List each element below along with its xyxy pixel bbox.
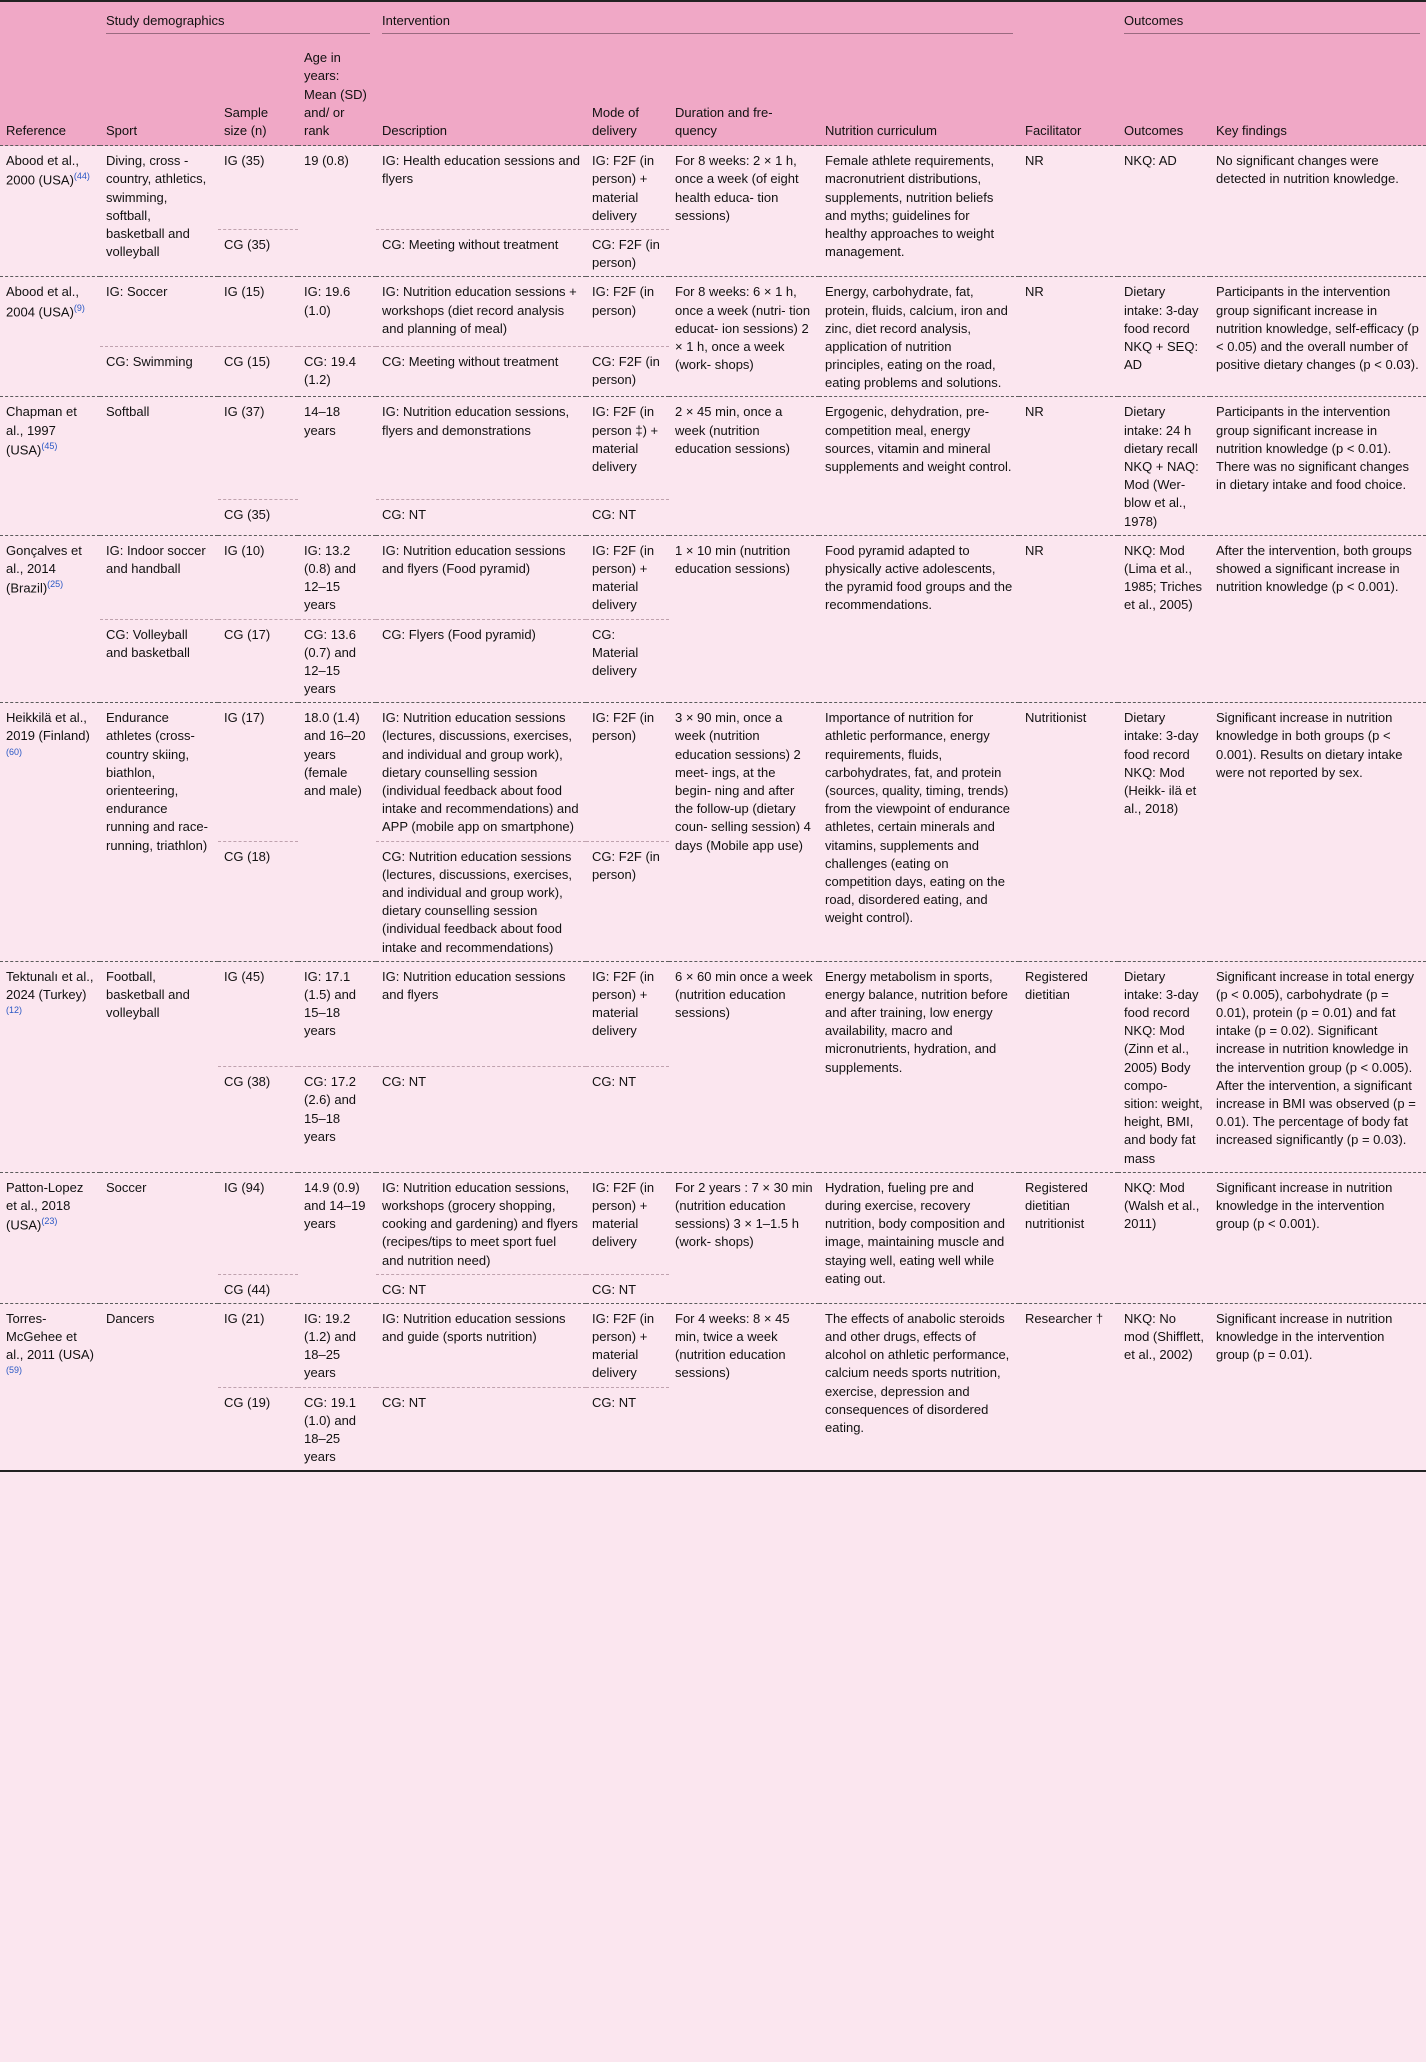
reference-text: Chapman et al., 1997 (USA) <box>6 404 77 458</box>
mode-cell: IG: F2F (in person) + material delivery <box>586 535 669 619</box>
age-cell: IG: 19.6 (1.0) <box>298 277 376 347</box>
header-blank <box>0 1 100 37</box>
outcomes-cell: NKQ: AD <box>1118 146 1210 277</box>
outcomes-cell: NKQ: Mod (Lima et al., 1985; Triches et al., 2005) <box>1118 535 1210 703</box>
age-cell-cg: CG: 19.4 (1.2) <box>298 347 376 397</box>
sample-size-cell-cg: CG (35) <box>218 500 298 536</box>
citation-link[interactable]: (23) <box>41 1216 58 1227</box>
col-sport: Sport <box>100 37 218 146</box>
citation-link[interactable]: (12) <box>6 1005 23 1016</box>
facilitator-cell: NR <box>1019 397 1118 535</box>
col-mode: Mode of delivery <box>586 37 669 146</box>
mode-cell: IG: F2F (in person ‡) + material delivery <box>586 397 669 500</box>
table-row-ig <box>0 1172 1426 1274</box>
group-study-demographics-label: Study demographics <box>106 12 370 34</box>
table-row-ig <box>0 146 1426 230</box>
table-row-ig <box>0 277 1426 347</box>
age-cell-cg: CG: 17.2 (2.6) and 15–18 years <box>298 1067 376 1173</box>
description-cell: IG: Nutrition education sessions, workshops (grocery shopping, cooking and gardening) and flyers (recipes/tips to meet sport fuel and nutrition need) <box>376 1172 586 1274</box>
description-cell-cg: CG: Flyers (Food pyramid) <box>376 619 586 703</box>
reference-text: Heikkilä et al., 2019 (Finland) <box>6 710 90 744</box>
description-cell-cg: CG: NT <box>376 500 586 536</box>
age-cell-cg: CG: 19.1 (1.0) and 18–25 years <box>298 1387 376 1471</box>
reference-text: Abood et al., 2004 (USA) <box>6 284 79 319</box>
sample-size-cell: IG (94) <box>218 1172 298 1274</box>
findings-cell: Significant increase in nutrition knowledge in both groups (p < 0.001). Results on dietary intake were not reported by sex. <box>1210 703 1426 961</box>
header-column-row <box>0 37 1426 146</box>
duration-cell: For 8 weeks: 6 × 1 h, once a week (nutri- tion educat- ion sessions) 2 × 1 h, once a week (work- shops) <box>669 277 819 397</box>
sport-cell: IG: Indoor soccer and handball <box>100 535 218 619</box>
reference-cell <box>0 397 100 535</box>
reference-cell <box>0 277 100 397</box>
table-row-ig <box>0 1303 1426 1387</box>
facilitator-cell: Registered dietitian nutritionist <box>1019 1172 1118 1303</box>
duration-cell: 3 × 90 min, once a week (nutrition education sessions) 2 meet- ings, at the begin- ning and after the follow-up (dietary coun- selling session) 4 days (Mobile app use) <box>669 703 819 961</box>
sample-size-cell-cg: CG (35) <box>218 229 298 276</box>
outcomes-cell: Dietary intake: 3-day food record NKQ + SEQ: AD <box>1118 277 1210 397</box>
reference-text: Patton-Lopez et al., 2018 (USA) <box>6 1179 84 1233</box>
table-row-ig <box>0 703 1426 841</box>
mode-cell: IG: F2F (in person) + material delivery <box>586 961 669 1067</box>
sport-cell-cg: CG: Swimming <box>100 347 218 397</box>
age-cell: IG: 13.2 (0.8) and 12–15 years <box>298 535 376 619</box>
findings-cell: No significant changes were detected in nutrition knowledge. <box>1210 146 1426 277</box>
mode-cell-cg: CG: NT <box>586 1387 669 1471</box>
citation-link[interactable]: (25) <box>47 579 64 590</box>
sample-size-cell: IG (37) <box>218 397 298 500</box>
description-cell: IG: Nutrition education sessions, flyers and demonstrations <box>376 397 586 500</box>
col-curriculum: Nutrition curriculum <box>819 37 1019 146</box>
col-outcomes: Outcomes <box>1118 37 1210 146</box>
sport-cell: Diving, cross - country, athletics, swimming, softball, basketball and volleyball <box>100 146 218 277</box>
curriculum-cell: Food pyramid adapted to physically active adolescents, the pyramid food groups and the recommendations. <box>819 535 1019 703</box>
mode-cell-cg: CG: NT <box>586 1067 669 1173</box>
mode-cell: IG: F2F (in person) + material delivery <box>586 1303 669 1387</box>
description-cell-cg: CG: NT <box>376 1067 586 1173</box>
outcomes-cell: Dietary intake: 24 h dietary recall NKQ + NAQ: Mod (Wer- blow et al., 1978) <box>1118 397 1210 535</box>
sample-size-cell: IG (21) <box>218 1303 298 1387</box>
mode-cell-cg: CG: NT <box>586 500 669 536</box>
curriculum-cell: Energy metabolism in sports, energy balance, nutrition before and after training, low energy availability, macro and micronutrients, hydration, and supplements. <box>819 961 1019 1172</box>
reference-cell <box>0 146 100 277</box>
outcomes-cell: Dietary intake: 3-day food record NKQ: Mod (Zinn et al., 2005) Body compo- sition: weight, height, BMI, and body fat mass <box>1118 961 1210 1172</box>
findings-cell: Participants in the intervention group significant increase in nutrition knowledge (p < 0.01). There was no significant changes in dietary intake and food choice. <box>1210 397 1426 535</box>
sport-cell: IG: Soccer <box>100 277 218 347</box>
facilitator-cell: NR <box>1019 146 1118 277</box>
group-outcomes-label: Outcomes <box>1124 12 1420 34</box>
sport-cell: Soccer <box>100 1172 218 1303</box>
duration-cell: For 8 weeks: 2 × 1 h, once a week (of eight health educa- tion sessions) <box>669 146 819 277</box>
sport-cell: Softball <box>100 397 218 535</box>
col-duration: Duration and fre- quency <box>669 37 819 146</box>
duration-cell: 6 × 60 min once a week (nutrition education sessions) <box>669 961 819 1172</box>
reference-text: Abood et al., 2000 (USA) <box>6 153 79 188</box>
age-cell: 19 (0.8) <box>298 146 376 277</box>
description-cell-cg: CG: NT <box>376 1387 586 1471</box>
reference-text: Gonçalves et al., 2014 (Brazil) <box>6 542 82 596</box>
reference-cell <box>0 961 100 1172</box>
duration-cell: For 2 years : 7 × 30 min (nutrition education sessions) 3 × 1–1.5 h (work- shops) <box>669 1172 819 1303</box>
sample-size-cell-cg: CG (38) <box>218 1067 298 1173</box>
description-cell: IG: Nutrition education sessions and guide (sports nutrition) <box>376 1303 586 1387</box>
outcomes-cell: Dietary intake: 3-day food record NKQ: Mod (Heikk- ilä et al., 2018) <box>1118 703 1210 961</box>
citation-link[interactable]: (45) <box>41 440 58 451</box>
age-cell: IG: 17.1 (1.5) and 15–18 years <box>298 961 376 1067</box>
description-cell-cg: CG: Meeting without treatment <box>376 347 586 397</box>
sport-cell: Dancers <box>100 1303 218 1471</box>
col-sample-size: Sample size (n) <box>218 37 298 146</box>
description-cell-cg: CG: Nutrition education sessions (lectures, discussions, exercises, and individual and group work), dietary counselling session (individual feedback about food intake and recommendations) <box>376 841 586 961</box>
mode-cell-cg: CG: NT <box>586 1274 669 1303</box>
sample-size-cell: IG (15) <box>218 277 298 347</box>
table-row-ig <box>0 397 1426 500</box>
findings-cell: Significant increase in total energy (p < 0.005), carbohydrate (p = 0.01), protein (p = 0.01) and fat intake (p = 0.02). Significant increase in nutrition knowledge in the intervention group (p < 0.005). After the intervention, a significant increase in BMI was observed (p = 0.01). The percentage of body fat increased significantly (p = 0.03). <box>1210 961 1426 1172</box>
findings-cell: Significant increase in nutrition knowledge in the intervention group (p < 0.001). <box>1210 1172 1426 1303</box>
reference-cell <box>0 703 100 961</box>
sample-size-cell-cg: CG (44) <box>218 1274 298 1303</box>
age-cell: 14.9 (0.9) and 14–19 years <box>298 1172 376 1303</box>
duration-cell: 1 × 10 min (nutrition education sessions) <box>669 535 819 703</box>
description-cell: IG: Nutrition education sessions + workshops (diet record analysis and planning of meal) <box>376 277 586 347</box>
age-cell: IG: 19.2 (1.2) and 18–25 years <box>298 1303 376 1387</box>
sample-size-cell: IG (17) <box>218 703 298 841</box>
mode-cell-cg: CG: F2F (in person) <box>586 347 669 397</box>
mode-cell: IG: F2F (in person) + material delivery <box>586 1172 669 1274</box>
facilitator-cell: Registered dietitian <box>1019 961 1118 1172</box>
group-intervention-label: Intervention <box>382 12 1013 34</box>
age-cell-cg: CG: 13.6 (0.7) and 12–15 years <box>298 619 376 703</box>
mode-cell-cg: CG: F2F (in person) <box>586 229 669 276</box>
sample-size-cell-cg: CG (17) <box>218 619 298 703</box>
description-cell-cg: CG: NT <box>376 1274 586 1303</box>
description-cell: IG: Nutrition education sessions and flyers <box>376 961 586 1067</box>
table-row-ig <box>0 961 1426 1067</box>
reference-text: Torres-McGehee et al., 2011 (USA) <box>6 1310 94 1363</box>
sample-size-cell: IG (45) <box>218 961 298 1067</box>
col-description: Description <box>376 37 586 146</box>
group-outcomes <box>1118 1 1426 37</box>
facilitator-cell: Nutritionist <box>1019 703 1118 961</box>
mode-cell: IG: F2F (in person) + material delivery <box>586 146 669 230</box>
facilitator-cell: NR <box>1019 535 1118 703</box>
curriculum-cell: Hydration, fueling pre and during exercise, recovery nutrition, body composition and image, maintaining muscle and staying well, eating well while eating out. <box>819 1172 1019 1303</box>
facilitator-cell: NR <box>1019 277 1118 397</box>
reference-cell <box>0 1303 100 1471</box>
sample-size-cell: IG (10) <box>218 535 298 619</box>
header-group-row <box>0 1 1426 37</box>
curriculum-cell: Ergogenic, dehydration, pre-competition meal, energy sources, vitamin and mineral supplements and weight control. <box>819 397 1019 535</box>
col-facilitator: Facilitator <box>1019 37 1118 146</box>
reference-cell <box>0 1172 100 1303</box>
curriculum-cell: The effects of anabolic steroids and other drugs, effects of alcohol on athletic performance, calcium needs sports nutrition, exercise, depression and consequences of disordered eating. <box>819 1303 1019 1471</box>
description-cell-cg: CG: Meeting without treatment <box>376 229 586 276</box>
curriculum-cell: Energy, carbohydrate, fat, protein, fluids, calcium, iron and zinc, diet record analysis, application of nutrition principles, eating on the road, eating problems and solutions. <box>819 277 1019 397</box>
col-reference: Reference <box>0 37 100 146</box>
group-study-demographics <box>100 1 376 37</box>
table-header <box>0 1 1426 146</box>
findings-cell: Significant increase in nutrition knowledge in the intervention group (p = 0.01). <box>1210 1303 1426 1471</box>
sample-size-cell-cg: CG (18) <box>218 841 298 961</box>
header-blank-2 <box>1019 1 1118 37</box>
findings-cell: Participants in the intervention group significant increase in nutrition knowledge, self-efficacy (p < 0.05) and the overall number of positive dietary changes (p < 0.03). <box>1210 277 1426 397</box>
citation-link[interactable]: (44) <box>73 171 90 182</box>
sport-cell: Endurance athletes (cross-country skiing, biathlon, orienteering, endurance running and race-running, triathlon) <box>100 703 218 961</box>
facilitator-cell: Researcher † <box>1019 1303 1118 1471</box>
reference-text: Tektunalı et al., 2024 (Turkey) <box>6 968 94 1002</box>
col-findings: Key findings <box>1210 37 1426 146</box>
duration-cell: For 4 weeks: 8 × 45 min, twice a week (nutrition education sessions) <box>669 1303 819 1471</box>
outcomes-cell: NKQ: Mod (Walsh et al., 2011) <box>1118 1172 1210 1303</box>
sport-cell: Football, basketball and volleyball <box>100 961 218 1172</box>
description-cell: IG: Health education sessions and flyers <box>376 146 586 230</box>
col-age: Age in years: Mean (SD) and/ or rank <box>298 37 376 146</box>
sample-size-cell-cg: CG (15) <box>218 347 298 397</box>
reference-cell <box>0 535 100 703</box>
age-cell: 14–18 years <box>298 397 376 535</box>
mode-cell: IG: F2F (in person) <box>586 703 669 841</box>
curriculum-cell: Importance of nutrition for athletic performance, energy requirements, fluids, carbohydrates, fat, and protein (sources, quality, timing, trends) from the viewpoint of endurance athletes, certain minerals and vitamins, supplements and challenges (eating on competition days, eating on the road, disordered eating, and weight control). <box>819 703 1019 961</box>
mode-cell-cg: CG: Material delivery <box>586 619 669 703</box>
outcomes-cell: NKQ: No mod (Shifflett, et al., 2002) <box>1118 1303 1210 1471</box>
citation-link[interactable]: (9) <box>73 302 85 313</box>
findings-cell: After the intervention, both groups showed a significant increase in nutrition knowledge (p < 0.001). <box>1210 535 1426 703</box>
description-cell: IG: Nutrition education sessions and flyers (Food pyramid) <box>376 535 586 619</box>
sample-size-cell: IG (35) <box>218 146 298 230</box>
sample-size-cell-cg: CG (19) <box>218 1387 298 1471</box>
curriculum-cell: Female athlete requirements, macronutrient distributions, supplements, nutrition beliefs and myths; guidelines for healthy approaches to weight management. <box>819 146 1019 277</box>
age-cell: 18.0 (1.4) and 16–20 years (female and male) <box>298 703 376 961</box>
duration-cell: 2 × 45 min, once a week (nutrition education sessions) <box>669 397 819 535</box>
table-body <box>0 146 1426 1472</box>
mode-cell: IG: F2F (in person) <box>586 277 669 347</box>
citation-link[interactable]: (60) <box>6 746 23 757</box>
mode-cell-cg: CG: F2F (in person) <box>586 841 669 961</box>
table-row-ig <box>0 535 1426 619</box>
citation-link[interactable]: (59) <box>6 1365 23 1376</box>
group-intervention <box>376 1 1019 37</box>
sport-cell-cg: CG: Volleyball and basketball <box>100 619 218 703</box>
description-cell: IG: Nutrition education sessions (lectures, discussions, exercises, and individual and group work), dietary counselling session (individual feedback about food intake and recommendations) and APP (mobile app on smartphone) <box>376 703 586 841</box>
